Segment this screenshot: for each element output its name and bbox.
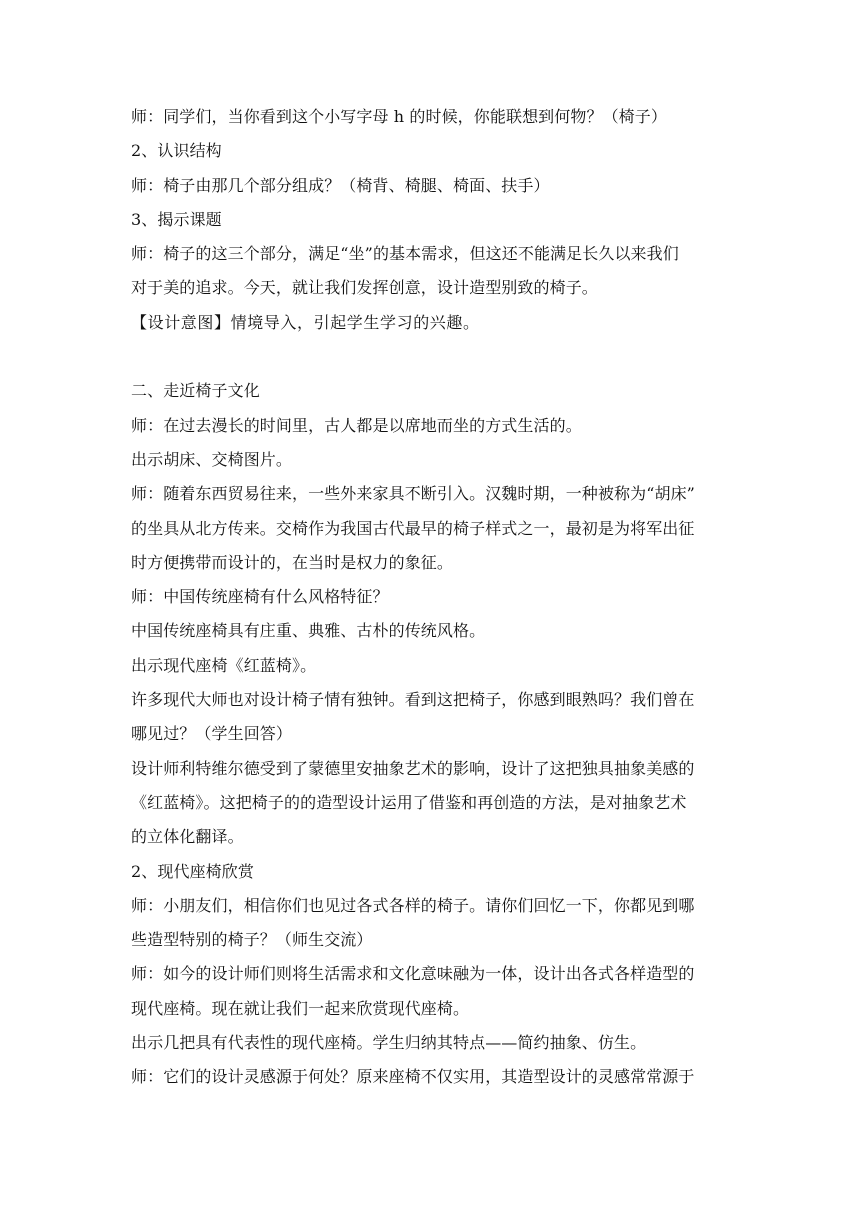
paragraph-line: 中国传统座椅具有庄重、典雅、古朴的传统风格。 — [131, 621, 486, 641]
paragraph-line: 师：中国传统座椅有什么风格特征？ — [131, 587, 389, 607]
paragraph-line: 现代座椅。现在就让我们一起来欣赏现代座椅。 — [131, 998, 470, 1018]
paragraph-line: 师：随着东西贸易往来，一些外来家具不断引入。汉魏时期，一种被称为“胡床” — [131, 484, 695, 504]
paragraph-line: 师：椅子由那几个部分组成？（椅背、椅腿、椅面、扶手） — [131, 175, 550, 195]
paragraph-line: 师：在过去漫长的时间里，古人都是以席地而坐的方式生活的。 — [131, 415, 582, 435]
paragraph-line: 出示现代座椅《红蓝椅》。 — [131, 655, 317, 675]
paragraph-line: 师：小朋友们，相信你们也见过各式各样的椅子。请你们回忆一下，你都见到哪 — [131, 895, 695, 915]
paragraph-line: 的坐具从北方传来。交椅作为我国古代最早的椅子样式之一，最初是为将军出征 — [131, 518, 695, 538]
paragraph-line: 师：椅子的这三个部分，满足“坐”的基本需求，但这还不能满足长久以来我们 — [131, 244, 679, 264]
paragraph-line: 师：同学们，当你看到这个小写字母 h 的时候，你能联想到何物？（椅子） — [131, 107, 667, 126]
blank-line — [131, 347, 736, 381]
paragraph-line: 时方便携带而设计的，在当时是权力的象征。 — [131, 552, 454, 572]
paragraph-line: 出示胡床、交椅图片。 — [131, 449, 293, 469]
paragraph-line: 设计师利特维尔德受到了蒙德里安抽象艺术的影响，设计了这把独具抽象美感的 — [131, 758, 695, 778]
paragraph-line: 的立体化翻译。 — [131, 827, 244, 847]
paragraph-line: 出示几把具有代表性的现代座椅。学生归纳其特点——简约抽象、仿生。 — [131, 1033, 647, 1053]
paragraph-line: 哪见过？（学生回答） — [131, 724, 293, 744]
section-heading: 2、认识结构 — [131, 141, 222, 161]
paragraph-line: 对于美的追求。今天，就让我们发挥创意，设计造型别致的椅子。 — [131, 278, 598, 298]
document-body — [131, 107, 736, 1102]
paragraph-line: 师：如今的设计师们则将生活需求和文化意味融为一体，设计出各式各样造型的 — [131, 964, 695, 984]
paragraph-line: 师：它们的设计灵感源于何处？原来座椅不仅实用，其造型设计的灵感常常源于 — [131, 1067, 695, 1087]
section-heading: 2、现代座椅欣赏 — [131, 861, 254, 881]
design-intent-note: 【设计意图】情境导入，引起学生学习的兴趣。 — [131, 312, 480, 332]
paragraph-line: 许多现代大师也对设计椅子情有独钟。看到这把椅子，你感到眼熟吗？我们曾在 — [131, 690, 695, 710]
section-heading: 3、揭示课题 — [131, 209, 222, 229]
paragraph-line: 些造型特别的椅子？（师生交流） — [131, 930, 373, 950]
paragraph-line: 《红蓝椅》。这把椅子的的造型设计运用了借鉴和再创造的方法，是对抽象艺术 — [131, 792, 687, 812]
section-heading: 二、走近椅子文化 — [131, 381, 260, 401]
